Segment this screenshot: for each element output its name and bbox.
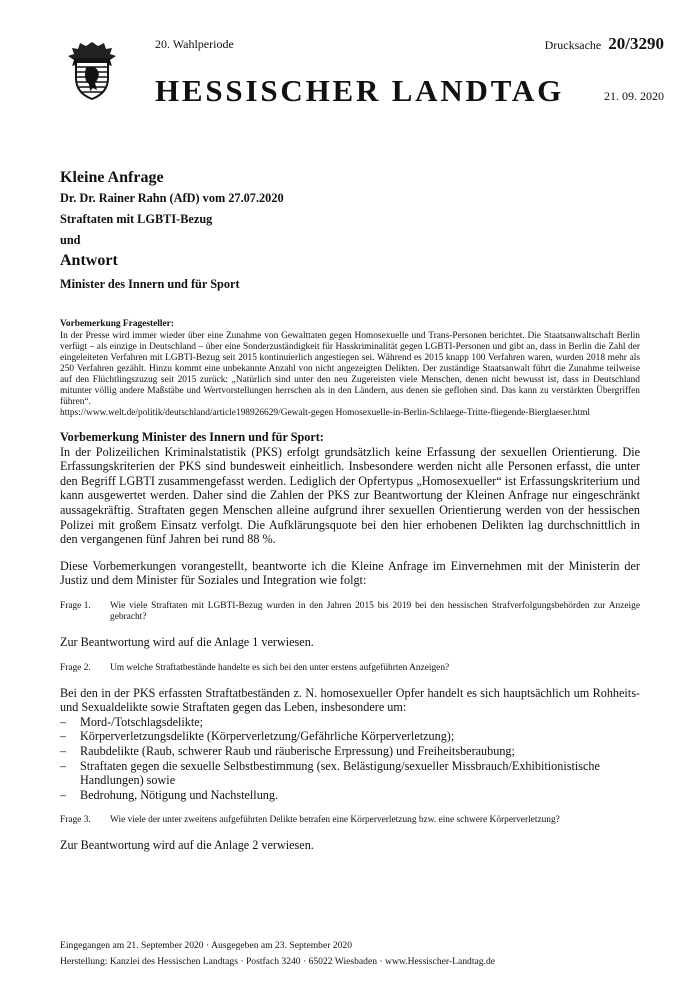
document-date: 21. 09. 2020 <box>604 89 664 103</box>
document-head <box>60 168 640 295</box>
document-body <box>60 319 640 853</box>
list-item: – Bedrohung, Nötigung und Nachstellung. <box>60 787 279 802</box>
intro-paragraph: Diese Vorbemerkungen vorangestellt, beantworte ich die Kleine Anfrage im Einvernehmen mit der Ministerin der Justiz und dem Minister für Soziales und Integration wie folgt: <box>60 558 640 588</box>
drucksache <box>545 34 664 54</box>
question-3-label: Frage 3. <box>60 815 91 826</box>
document-type: Kleine Anfrage <box>60 169 164 186</box>
question-1-label: Frage 1. <box>60 600 91 611</box>
list-item: – Körperverletzungsdelikte (Körperverletzung/Gefährliche Körperverletzung); <box>60 729 455 744</box>
footer <box>60 938 495 970</box>
hessen-coat-of-arms-icon <box>60 38 124 102</box>
preliminary-remark-questioner-heading: Vorbemerkung Fragesteller: <box>60 319 174 329</box>
question-2-text: Um welche Straftatbestände handelte es sich bei den unter erstens aufgeführten Anzeigen? <box>110 662 450 673</box>
question-3-text: Wie viele der unter zweitens aufgeführten Delikte betrafen eine Körperverletzung bzw. eine schwere Körperverletzung? <box>110 815 560 826</box>
answer-2-intro: Bei den in der PKS erfassten Straftatbeständen z. N. homosexueller Opfer handelt es sich hauptsächlich um Rohheits- und Sexualdelikte sowie Straftaten gegen das Leben, insbesondere um: <box>60 685 640 715</box>
question-1 <box>60 601 640 623</box>
footer-publisher: Herstellung: Kanzlei des Hessischen Landtags · Postfach 3240 · 65022 Wiesbaden · www.Hessischer-Landtag.de <box>60 956 496 967</box>
source-url: https://www.welt.de/politik/deutschland/article198926629/Gewalt-gegen Homosexuelle-in-Berlin-Schlaege-Tritte-fliegende-Bierglaeser.html <box>60 408 590 418</box>
preliminary-remark-minister-text: In der Polizeilichen Kriminalstatistik (PKS) erfolgt grundsätzlich keine Erfassung der sexuellen Orientierung. Die Erfassungskriterien der PKS sind bundesweit einheitlich. Insbesondere werden nicht alle Personen erfasst, die unter den Begriff LGBTI zusammengefasst werden. Lediglich der Opfertypus „Homosexueller“ ist Erfassungskriterium und kann ausgewertet werden. Daher sind die Zahlen der PKS zur Beantwortung der Kleinen Anfrage nur eingeschränkt aussagekräftig. Straftaten gegen Menschen alleine aufgrund ihrer sexuellen Orientierung werden von der hessischen Polizei mit großem Einsatz verfolgt. Die Aufklärungsquote bei den hier erhobenen Delikten lag durchschnittlich in den vergangenen fünf Jahren bei rund 88 %. <box>60 444 640 547</box>
legislative-period: 20. Wahlperiode <box>155 37 234 51</box>
preliminary-remark-questioner-text: In der Presse wird immer wieder über eine Zunahme von Gewalttaten gegen Homosexuelle und Trans-Personen berichtet. Die Staatsanwaltschaft Berlin verfügt – als einzige in Deutschland – über eine Sonderzuständigkeit für Hasskriminalität gegen LGBTI-Personen und gibt an, dass in Berlin die Zahl der eingeleiteten Verfahren mit LGBTI-Bezug seit 2015 kontinuierlich angestiegen sei. Während es 2015 knapp 100 Verfahren waren, wurden 2018 mehr als 250 Verfahren gezählt. Hinzu kommt eine unbekannte Anzahl von nicht angezeigten Delikten. Der zuständige Staatsanwalt führt die Zunahme teilweise auf den Flüchtlingszuzug seit 2015 zurück: „Natürlich sind unter den neu Zugereisten viele Menschen, denen nicht bewusst ist, dass in Deutschland mitunter völlig andere Maßstäbe und Wertvorstellungen herrschen als in den Ländern, aus denen sie geflohen sind. Das kann zu verstärkten Übergriffen führen“. <box>60 331 640 407</box>
list-item: – Mord-/Totschlagsdelikte; <box>60 714 204 729</box>
parliament-title: HESSISCHER LANDTAG <box>155 73 565 108</box>
preliminary-remark-minister-heading: Vorbemerkung Minister des Innern und für Sport: <box>60 430 324 444</box>
offense-list <box>60 715 640 803</box>
und-line: und <box>60 233 81 247</box>
antwort-heading: Antwort <box>60 252 118 269</box>
question-2-label: Frage 2. <box>60 662 91 673</box>
author-line: Dr. Dr. Rainer Rahn (AfD) vom 27.07.2020 <box>60 191 284 205</box>
answer-3: Zur Beantwortung wird auf die Anlage 2 verwiesen. <box>60 838 314 853</box>
answer-1: Zur Beantwortung wird auf die Anlage 1 verwiesen. <box>60 634 314 649</box>
subject-line: Straftaten mit LGBTI-Bezug <box>60 212 213 226</box>
question-1-text: Wie viele Straftaten mit LGBTI-Bezug wurden in den Jahren 2015 bis 2019 bei den hessischen Strafverfolgungsbehörden zur Anzeige gebracht? <box>110 600 640 622</box>
drucksache-number: 20/3290 <box>608 34 664 53</box>
question-3 <box>60 815 640 826</box>
question-2 <box>60 663 640 674</box>
list-item: – Raubdelikte (Raub, schwerer Raub und räuberische Erpressung) und Freiheitsberaubung; <box>60 743 515 758</box>
drucksache-label: Drucksache <box>544 38 602 52</box>
minister-line: Minister des Innern und für Sport <box>60 277 240 291</box>
list-item: – Straftaten gegen die sexuelle Selbstbestimmung (sex. Belästigung/sexueller Missbrauch/Exhibitionistische Handlungen) sowie <box>60 758 600 788</box>
footer-dates: Eingegangen am 21. September 2020 · Ausgegeben am 23. September 2020 <box>60 940 353 951</box>
